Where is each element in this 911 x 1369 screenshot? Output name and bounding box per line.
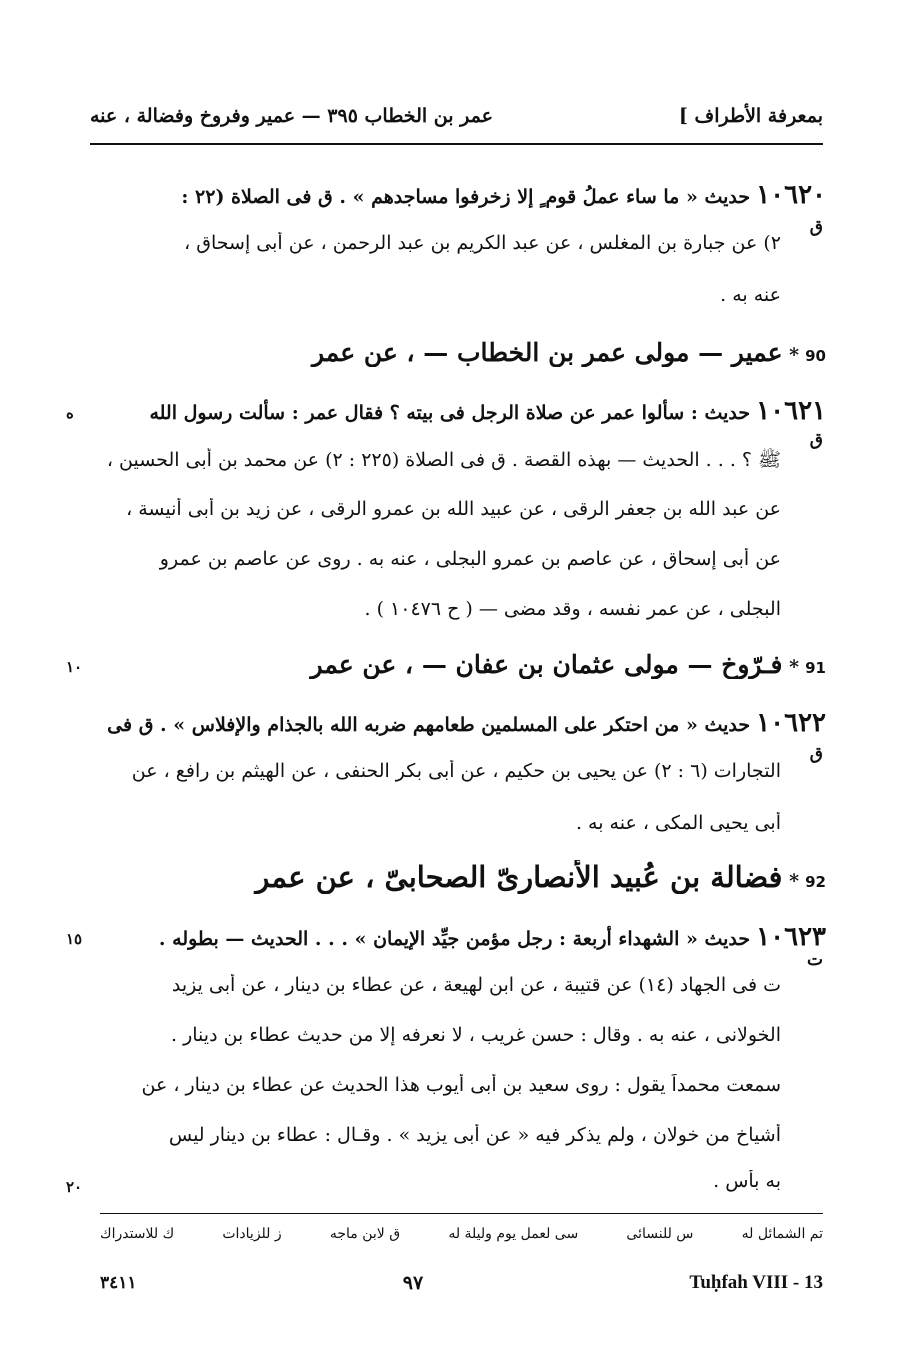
hadith-10621-line-5: البجلى ، عن عمر نفسه ، وقد مضى — ( ح ١٠٤٧٦ ) . bbox=[364, 598, 781, 620]
margin-line-number: ٢٠ bbox=[66, 1178, 83, 1196]
hadith-text: حديث « الشهداء أربعة : رجل مؤمن جيِّد الإيمان » . . . الحديث — بطوله . bbox=[158, 928, 751, 950]
section-number: 92 bbox=[805, 873, 826, 891]
hadith-10620-line-1 bbox=[88, 180, 826, 210]
hadith-10623-line-5: أشياخ من خولان ، ولم يذكر فيه « عن أبى يزيد » . وقـال : عطاء بن دينار ليس bbox=[168, 1124, 781, 1146]
running-header bbox=[90, 96, 823, 136]
hadith-10620-line-2: ٢) عن جبارة بن المغلس ، عن عبد الكريم بن عبد الرحمن ، عن أبى إسحاق ، bbox=[184, 232, 781, 254]
volume-label: Tuḥfah VIII - 13 bbox=[689, 1272, 823, 1293]
siglum-mark: ق bbox=[809, 744, 823, 764]
header-left-title: عمر بن الخطاب ٣٩٥ — عمير وفروخ وفضالة ، عنه bbox=[90, 105, 493, 127]
hadith-10622-line-3: أبى يحيى المكى ، عنه به . bbox=[575, 812, 781, 834]
hadith-10621-line-1 bbox=[88, 396, 826, 426]
hadith-text: حديث : سألوا عمر عن صلاة الرجل فى بيته ؟ فقال عمر : سألت رسول الله bbox=[149, 402, 751, 424]
hadith-10622-line-1 bbox=[88, 708, 826, 738]
margin-letter: ه bbox=[66, 404, 74, 422]
footer-left-number: ٣٤١١ bbox=[100, 1273, 137, 1293]
key-item: ق لابن ماجه bbox=[329, 1226, 401, 1242]
key-item: ك للاستدراك bbox=[100, 1226, 175, 1242]
hadith-text: حديث « ما ساء عملُ قوم ٍ إلا زخرفوا مساجدهم » . ق فى الصلاة (٢٢ : bbox=[181, 186, 751, 208]
siglum-mark: ق bbox=[809, 217, 823, 237]
page-footer bbox=[100, 1268, 823, 1298]
margin-line-number: ١٥ bbox=[66, 930, 83, 948]
abbreviation-key bbox=[100, 1226, 823, 1252]
key-item: ز للزيادات bbox=[222, 1226, 282, 1242]
hadith-number: ١٠٦٢٠ bbox=[756, 180, 826, 210]
section-91-heading: 91 * فـرّوخ — مولى عثمان بن عفان — ، عن عمر bbox=[310, 650, 826, 679]
hadith-number: ١٠٦٢١ bbox=[756, 396, 826, 426]
hadith-number: ١٠٦٢٢ bbox=[756, 708, 826, 738]
section-92-heading: 92 * فضالة بن عُبيد الأنصارىّ الصحابىّ ، عن عمر bbox=[255, 860, 826, 894]
key-item: تم الشمائل له bbox=[741, 1226, 823, 1242]
section-title: فضالة بن عُبيد الأنصارىّ الصحابىّ ، عن عمر bbox=[255, 860, 783, 894]
siglum-mark: ق bbox=[809, 430, 823, 450]
hadith-10622-line-2: التجارات (٦ : ٢) عن يحيى بن حكيم ، عن أبى بكر الحنفى ، عن الهيثم بن رافع ، عن bbox=[131, 760, 781, 782]
section-90-heading: 90 * عمير — مولى عمر بن الخطاب — ، عن عمر bbox=[312, 338, 826, 367]
hadith-10621-line-3: عن عبد الله بن جعفر الرقى ، عن عبيد الله بن عمرو الرقى ، عن زيد بن أبى أنيسة ، bbox=[126, 498, 781, 520]
header-right-title: بمعرفة الأطراف ] bbox=[678, 105, 823, 127]
hadith-number: ١٠٦٢٣ bbox=[756, 922, 826, 952]
page-number: ٩٧ bbox=[402, 1272, 424, 1294]
hadith-10623-line-3: الخولانى ، عنه به . وقال : حسن غريب ، لا نعرفه إلا من حديث عطاء بن دينار . bbox=[171, 1024, 781, 1046]
siglum-mark: ت bbox=[806, 950, 823, 970]
hadith-10621-line-4: عن أبى إسحاق ، عن عاصم بن عمرو البجلى ، عنه به . روى عن عاصم بن عمرو bbox=[159, 548, 781, 570]
hadith-10623-line-4: سمعت محمداً يقول : روى سعيد بن أبى أيوب هذا الحديث عن عطاء بن دينار ، عن bbox=[141, 1074, 781, 1096]
hadith-10623-line-6: به بأس . bbox=[713, 1170, 781, 1192]
hadith-10621-line-2: ﷺ ؟ . . . الحديث — بهذه القصة . ق فى الصلاة (٢٢٥ : ٢) عن محمد بن أبى الحسين ، bbox=[106, 449, 781, 471]
section-title: عمير — مولى عمر بن الخطاب — ، عن عمر bbox=[312, 338, 783, 367]
hadith-10620-line-3: عنه به . bbox=[720, 284, 781, 306]
key-item: س للنسائى bbox=[626, 1226, 694, 1242]
section-number: 91 bbox=[805, 659, 826, 677]
margin-line-number: ١٠ bbox=[66, 658, 83, 676]
hadith-10623-line-1 bbox=[88, 922, 826, 952]
header-rule bbox=[90, 143, 823, 145]
section-title: فـرّوخ — مولى عثمان بن عفان — ، عن عمر bbox=[310, 650, 783, 679]
key-item: سى لعمل يوم وليلة له bbox=[448, 1226, 579, 1242]
section-number: 90 bbox=[805, 347, 826, 365]
footer-rule bbox=[100, 1213, 823, 1214]
hadith-text: حديث « من احتكر على المسلمين طعامهم ضربه الله بالجذام والإفلاس » . ق فى bbox=[107, 714, 751, 736]
hadith-10623-line-2: ت فى الجهاد (١٤) عن قتيبة ، عن ابن لهيعة ، عن عطاء بن دينار ، عن أبى يزيد bbox=[171, 974, 781, 996]
